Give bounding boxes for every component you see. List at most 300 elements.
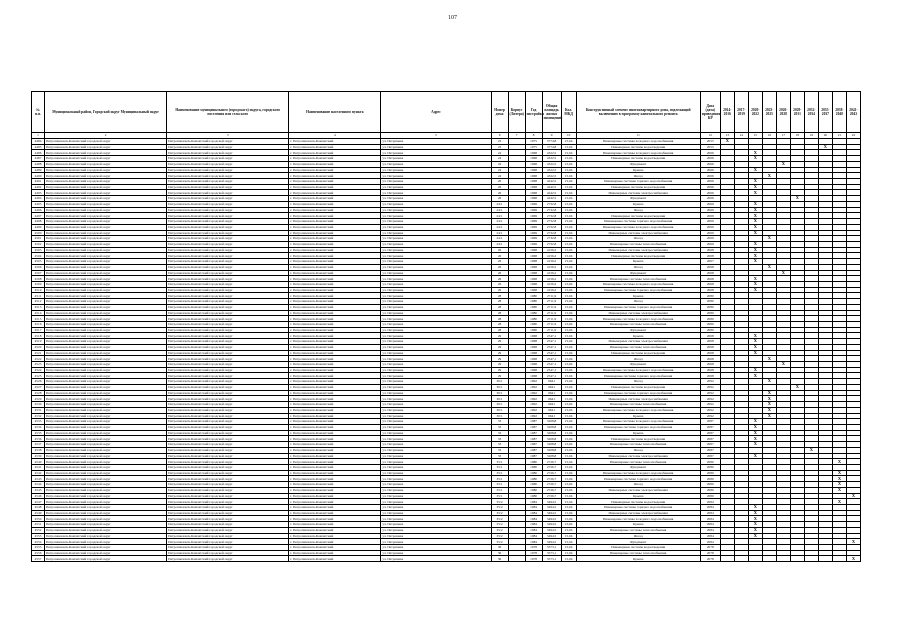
period-mark-cell: X [832, 459, 846, 465]
table-cell: г. Петропавловск-Камчатский [289, 362, 381, 368]
table-cell: 15,04 [561, 459, 576, 465]
table-cell: 2068 [700, 333, 720, 339]
table-cell: 2087 [700, 447, 720, 453]
table-cell: Фундамент [576, 161, 700, 167]
table-cell: Инженерные системы водоотведения [576, 184, 700, 190]
table-cell: Петропавловск-Камчатский городской округ [45, 310, 167, 316]
period-mark-cell: X [748, 510, 762, 516]
table-cell: 2547,1 [542, 367, 561, 373]
column-header: Корпус (Литера) [508, 92, 525, 133]
table-cell: 1978 [525, 545, 542, 551]
table-cell: Фасад [576, 482, 700, 488]
table-cell: Инженерные системы горячего водоснабжения [576, 476, 700, 482]
table-cell: 28 [491, 327, 508, 333]
table-cell: 30/1 [491, 396, 508, 402]
table-cell: Петропавловск-Камчатский городской округ [167, 167, 289, 173]
table-cell: ул. Петрашева [381, 459, 491, 465]
table-cell: 2711,9 [542, 293, 561, 299]
table-cell: ул. Петрашева [381, 453, 491, 459]
table-cell: 2066 [700, 167, 720, 173]
table-cell: 1980 [525, 487, 542, 493]
table-cell: Петропавловск-Камчатский городской округ [167, 545, 289, 551]
table-cell: 15,04 [561, 527, 576, 533]
table-cell: 15,04 [561, 522, 576, 528]
table-cell: 2069 [700, 241, 720, 247]
table-cell: 2084 [700, 527, 720, 533]
table-cell: г. Петропавловск-Камчатский [289, 339, 381, 345]
table-cell: 4156,2 [542, 253, 561, 259]
table-cell: Петропавловск-Камчатский городской округ [167, 293, 289, 299]
table-cell: Петропавловск-Камчатский городской округ [45, 464, 167, 470]
table-cell: г. Петропавловск-Камчатский [289, 356, 381, 362]
table-cell: г. Петропавловск-Камчатский [289, 173, 381, 179]
table-cell: г. Петропавловск-Камчатский [289, 213, 381, 219]
table-cell: 15,04 [561, 402, 576, 408]
table-cell: 1984 [525, 516, 542, 522]
table-cell: 3494,5 [542, 539, 561, 545]
table-cell: Петропавловск-Камчатский городской округ [167, 270, 289, 276]
table-cell: 4512 [32, 299, 45, 305]
table-cell: ул. Петрашева [381, 156, 491, 162]
table-cell: 1992 [525, 413, 542, 419]
repair-program-table-wrapper [31, 91, 861, 562]
period-mark-cell: X [832, 470, 846, 476]
table-cell: Петропавловск-Камчатский городской округ [167, 241, 289, 247]
table-cell: 4486 [32, 150, 45, 156]
period-mark-cell: X [762, 264, 776, 270]
period-mark-cell: X [748, 424, 762, 430]
table-cell: 3573,1 [542, 556, 561, 562]
table-cell: ул. Петрашева [381, 413, 491, 419]
table-cell: г. Петропавловск-Камчатский [289, 379, 381, 385]
period-mark-cell: X [748, 367, 762, 373]
table-cell: 15,04 [561, 373, 576, 379]
table-cell: Петропавловск-Камчатский городской округ [167, 482, 289, 488]
table-cell: 1968 [525, 287, 542, 293]
table-cell: 3208,8 [542, 419, 561, 425]
table-cell: г. Петропавловск-Камчатский [289, 493, 381, 499]
period-mark-cell: X [762, 173, 776, 179]
table-cell: Петропавловск-Камчатский городской округ [45, 407, 167, 413]
table-cell: г. Петропавловск-Камчатский [289, 179, 381, 185]
table-cell: 4242,5 [542, 184, 561, 190]
table-cell: г. Петропавловск-Камчатский [289, 190, 381, 196]
table-cell: 4542 [32, 470, 45, 476]
table-cell: 35/2 [491, 539, 508, 545]
table-cell: Инженерные системы электроснабжения [576, 396, 700, 402]
table-cell: Инженерные системы горячего водоснабжения [576, 287, 700, 293]
table-cell: г. Петропавловск-Камчатский [289, 522, 381, 528]
table-cell: 2732,8 [542, 230, 561, 236]
table-cell: 29 [491, 367, 508, 373]
table-cell: 15,04 [561, 241, 576, 247]
table-cell: 3774,8 [542, 144, 561, 150]
table-cell: Петропавловск-Камчатский городской округ [167, 384, 289, 390]
table-cell: ул. Петрашева [381, 476, 491, 482]
table-cell: 4484 [32, 139, 45, 145]
table-cell: 4515 [32, 316, 45, 322]
table-cell: Петропавловск-Камчатский городской округ [45, 264, 167, 270]
table-cell: Инженерные системы холодного водоснабжения [576, 407, 700, 413]
table-cell: 4527 [32, 384, 45, 390]
table-cell: г. Петропавловск-Камчатский [289, 207, 381, 213]
table-cell: Петропавловск-Камчатский городской округ [45, 173, 167, 179]
table-cell: г. Петропавловск-Камчатский [289, 241, 381, 247]
column-header: 2032-2034 [804, 92, 818, 133]
table-cell: 1987 [525, 424, 542, 430]
table-cell: 30/1 [491, 402, 508, 408]
table-cell: 4528 [32, 390, 45, 396]
table-cell: 2080 [700, 322, 720, 328]
table-cell: Петропавловск-Камчатский городской округ [167, 424, 289, 430]
table-cell: 4523 [32, 362, 45, 368]
period-mark-cell: X [762, 236, 776, 242]
table-cell: Петропавловск-Камчатский городской округ [45, 167, 167, 173]
table-cell: 2711,9 [542, 310, 561, 316]
table-cell: Инженерные системы горячего водоснабжения [576, 505, 700, 511]
table-cell: 35/1 [491, 482, 508, 488]
table-cell: 15,04 [561, 424, 576, 430]
table-cell: 15,04 [561, 556, 576, 562]
table-cell: 15,04 [561, 173, 576, 179]
table-cell: Петропавловск-Камчатский городской округ [45, 390, 167, 396]
table-cell: 1980 [525, 304, 542, 310]
table-cell: Петропавловск-Камчатский городской округ [167, 436, 289, 442]
table-cell: 28 [491, 299, 508, 305]
table-cell: 4156,2 [542, 259, 561, 265]
table-cell: Петропавловск-Камчатский городской округ [167, 516, 289, 522]
table-cell: 2080 [700, 293, 720, 299]
period-mark-cell: X [846, 556, 860, 562]
table-cell: 2092 [700, 390, 720, 396]
table-cell: 4497 [32, 213, 45, 219]
table-cell: Петропавловск-Камчатский городской округ [167, 453, 289, 459]
table-cell: Петропавловск-Камчатский городской округ [167, 430, 289, 436]
table-cell: ул. Петрашева [381, 487, 491, 493]
table-cell: 1980 [525, 476, 542, 482]
table-cell: 1968 [525, 276, 542, 282]
table-cell: 4499 [32, 224, 45, 230]
table-cell: г. Петропавловск-Камчатский [289, 196, 381, 202]
table-cell: 2547,1 [542, 333, 561, 339]
table-cell: г. Петропавловск-Камчатский [289, 396, 381, 402]
table-cell: 24/1 [491, 224, 508, 230]
table-cell: 2080 [700, 316, 720, 322]
table-cell: 2080 [700, 459, 720, 465]
table-cell: Петропавловск-Камчатский городской округ [45, 493, 167, 499]
table-cell: 15,04 [561, 453, 576, 459]
period-mark-cell: X [748, 207, 762, 213]
table-cell: 3774,8 [542, 139, 561, 145]
table-cell: Крыша [576, 293, 700, 299]
period-mark-cell: X [748, 230, 762, 236]
table-cell: 29 [491, 339, 508, 345]
table-cell: 2711,9 [542, 316, 561, 322]
table-cell: 1992 [525, 402, 542, 408]
table-cell: Инженерные системы электроснабжения [576, 230, 700, 236]
table-cell: 4504 [32, 253, 45, 259]
table-cell: ул. Петрашева [381, 362, 491, 368]
period-mark-cell: X [762, 390, 776, 396]
table-cell: 1968 [525, 167, 542, 173]
period-mark-cell: X [748, 179, 762, 185]
table-cell: 1980 [525, 470, 542, 476]
period-mark-cell: X [748, 430, 762, 436]
column-header: № п.п. [32, 92, 45, 133]
table-cell: 4322,5 [542, 156, 561, 162]
table-cell: Петропавловск-Камчатский городской округ [45, 150, 167, 156]
table-cell: г. Петропавловск-Камчатский [289, 144, 381, 150]
table-cell: 4532 [32, 413, 45, 419]
table-cell: г. Петропавловск-Камчатский [289, 527, 381, 533]
table-cell: 1987 [525, 453, 542, 459]
period-mark-cell: X [748, 505, 762, 511]
table-cell: 2711,9 [542, 322, 561, 328]
table-cell: Петропавловск-Камчатский городской округ [45, 316, 167, 322]
table-cell: г. Петропавловск-Камчатский [289, 487, 381, 493]
table-cell: Петропавловск-Камчатский городской округ [167, 505, 289, 511]
table-cell: Петропавловск-Камчатский городской округ [45, 453, 167, 459]
table-cell: Инженерные системы водоотведения [576, 384, 700, 390]
table-cell: ул. Петрашева [381, 550, 491, 556]
table-cell: 1984 [525, 499, 542, 505]
table-cell: 15,04 [561, 293, 576, 299]
table-cell: Петропавловск-Камчатский городской округ [167, 156, 289, 162]
table-cell: 15,04 [561, 356, 576, 362]
table-cell: 2087 [700, 453, 720, 459]
table-cell: Инженерные системы водоотведения [576, 545, 700, 551]
table-cell: Инженерные системы теплоснабжения [576, 402, 700, 408]
table-cell: г. Петропавловск-Камчатский [289, 442, 381, 448]
table-cell: 2068 [700, 253, 720, 259]
table-cell: 23 [491, 139, 508, 145]
table-cell: 15,04 [561, 196, 576, 202]
table-cell: Петропавловск-Камчатский городской округ [167, 533, 289, 539]
table-cell: 1968 [525, 356, 542, 362]
table-cell: Петропавловск-Камчатский городской округ [167, 402, 289, 408]
table-cell: 4242,5 [542, 179, 561, 185]
table-cell: ул. Петрашева [381, 230, 491, 236]
table-cell: 2087 [700, 430, 720, 436]
table-cell: 1968 [525, 150, 542, 156]
table-cell: 15,04 [561, 464, 576, 470]
table-cell: 1968 [525, 253, 542, 259]
table-cell: 15,04 [561, 322, 576, 328]
table-cell: Инженерные системы горячего водоснабжения [576, 179, 700, 185]
table-cell: Фундамент [576, 464, 700, 470]
table-cell: 3208,8 [542, 453, 561, 459]
table-cell: ул. Петрашева [381, 150, 491, 156]
table-cell: 1968 [525, 350, 542, 356]
table-cell: 15,04 [561, 167, 576, 173]
table-cell: 15,04 [561, 396, 576, 402]
column-index-cell: 1 [32, 133, 45, 139]
table-cell: 15,04 [561, 184, 576, 190]
table-cell: Петропавловск-Камчатский городской округ [167, 522, 289, 528]
table-cell: Инженерные системы холодного водоснабжения [576, 316, 700, 322]
table-cell: 2726,7 [542, 464, 561, 470]
table-cell: Петропавловск-Камчатский городской округ [45, 213, 167, 219]
table-cell: Петропавловск-Камчатский городской округ [45, 322, 167, 328]
table-cell: ул. Петрашева [381, 344, 491, 350]
table-cell: Петропавловск-Камчатский городской округ [45, 253, 167, 259]
table-cell: ул. Петрашева [381, 419, 491, 425]
column-index-cell: 6 [491, 133, 508, 139]
table-cell: г. Петропавловск-Камчатский [289, 259, 381, 265]
table-cell: г. Петропавловск-Камчатский [289, 264, 381, 270]
table-cell: 15,04 [561, 413, 576, 419]
table-cell: ул. Петрашева [381, 556, 491, 562]
table-cell: ул. Петрашева [381, 356, 491, 362]
table-cell: Петропавловск-Камчатский городской округ [45, 293, 167, 299]
table-cell: г. Петропавловск-Камчатский [289, 373, 381, 379]
table-cell: 2069 [700, 207, 720, 213]
table-cell: Петропавловск-Камчатский городской округ [45, 362, 167, 368]
table-cell: 15,04 [561, 344, 576, 350]
column-header: Общая площадь жилых помещений [542, 92, 561, 133]
table-cell: ул. Петрашева [381, 259, 491, 265]
column-header: 2038-2040 [832, 92, 846, 133]
table-cell: г. Петропавловск-Камчатский [289, 201, 381, 207]
column-index-cell: 12 [700, 133, 720, 139]
table-cell: ул. Петрашева [381, 350, 491, 356]
column-index-cell: 20 [818, 133, 832, 139]
table-cell: 2726,7 [542, 476, 561, 482]
table-cell: ул. Петрашева [381, 299, 491, 305]
table-cell: 15,04 [561, 436, 576, 442]
table-cell: 2711,9 [542, 299, 561, 305]
table-cell: 35/1 [491, 487, 508, 493]
table-cell: Петропавловск-Камчатский городской округ [45, 281, 167, 287]
table-cell: Петропавловск-Камчатский городской округ [45, 299, 167, 305]
period-mark-cell: X [748, 150, 762, 156]
table-cell: 2066 [700, 190, 720, 196]
table-cell: Петропавловск-Камчатский городской округ [167, 316, 289, 322]
period-mark-cell: X [748, 287, 762, 293]
period-mark-cell: X [790, 196, 804, 202]
table-cell: Фасад [576, 173, 700, 179]
table-cell: 4519 [32, 339, 45, 345]
table-cell: Петропавловск-Камчатский городской округ [45, 270, 167, 276]
column-index-cell: 21 [832, 133, 846, 139]
table-cell: ул. Петрашева [381, 276, 491, 282]
period-mark-cell: X [776, 362, 790, 368]
table-cell: 1969 [525, 219, 542, 225]
table-cell: 24/1 [491, 230, 508, 236]
table-cell: 1969 [525, 224, 542, 230]
table-cell: 26 [491, 276, 508, 282]
table-cell: Петропавловск-Камчатский городской округ [167, 539, 289, 545]
table-cell: ул. Петрашева [381, 310, 491, 316]
table-cell: 24/1 [491, 213, 508, 219]
table-cell: 29 [491, 333, 508, 339]
table-cell: г. Петропавловск-Камчатский [289, 247, 381, 253]
table-cell: 4540 [32, 459, 45, 465]
column-index-cell: 14 [734, 133, 748, 139]
table-cell: Инженерные системы электроснабжения [576, 453, 700, 459]
table-cell: Петропавловск-Камчатский городской округ [45, 139, 167, 145]
table-cell: 4556 [32, 550, 45, 556]
table-cell: 2711,9 [542, 327, 561, 333]
table-cell: ул. Петрашева [381, 190, 491, 196]
table-cell: Петропавловск-Камчатский городской округ [45, 144, 167, 150]
column-header: 2017-2019 [734, 92, 748, 133]
table-cell: 2068 [700, 367, 720, 373]
table-cell: ул. Петрашева [381, 207, 491, 213]
table-cell: 24 [491, 156, 508, 162]
table-cell: 26 [491, 196, 508, 202]
table-cell: г. Петропавловск-Камчатский [289, 367, 381, 373]
column-index-cell: 7 [508, 133, 525, 139]
table-cell: 15,04 [561, 384, 576, 390]
table-cell: 2080 [700, 487, 720, 493]
table-cell: Инженерные системы холодного водоснабжения [576, 224, 700, 230]
table-cell: 15,04 [561, 213, 576, 219]
table-cell: 2084 [700, 510, 720, 516]
table-cell: г. Петропавловск-Камчатский [289, 299, 381, 305]
table-cell: Инженерные системы горячего водоснабжения [576, 304, 700, 310]
table-header-row [32, 92, 861, 133]
table-cell: 15,04 [561, 230, 576, 236]
table-cell: Петропавловск-Камчатский городской округ [167, 413, 289, 419]
table-cell: 4555 [32, 545, 45, 551]
table-cell: Фундамент [576, 362, 700, 368]
table-cell: 26 [491, 184, 508, 190]
table-cell: 1968 [525, 281, 542, 287]
table-cell: 2732,8 [542, 219, 561, 225]
page-number: 107 [448, 15, 457, 21]
table-cell: г. Петропавловск-Камчатский [289, 310, 381, 316]
table-cell: 4524 [32, 367, 45, 373]
table-cell: 2092 [700, 396, 720, 402]
table-cell: 3494,5 [542, 505, 561, 511]
column-header: 2041-2043 [846, 92, 860, 133]
table-cell: Инженерные системы водоотведения [576, 436, 700, 442]
table-cell: 15,04 [561, 316, 576, 322]
period-mark-cell: X [846, 493, 860, 499]
table-cell: г. Петропавловск-Камчатский [289, 333, 381, 339]
period-mark-cell: X [832, 487, 846, 493]
table-cell: 6641 [542, 407, 561, 413]
table-cell: г. Петропавловск-Камчатский [289, 270, 381, 276]
table-cell: 15,04 [561, 339, 576, 345]
table-cell: 1987 [525, 436, 542, 442]
table-cell: ул. Петрашева [381, 304, 491, 310]
table-cell: 4549 [32, 510, 45, 516]
table-cell: 4156,2 [542, 264, 561, 270]
table-cell: 1968 [525, 196, 542, 202]
table-cell: 4494 [32, 196, 45, 202]
table-cell: Петропавловск-Камчатский городской округ [167, 287, 289, 293]
column-index-cell: 10 [561, 133, 576, 139]
table-cell: 2726,7 [542, 482, 561, 488]
table-cell: ул. Петрашева [381, 241, 491, 247]
table-cell: ул. Петрашева [381, 402, 491, 408]
period-empty-cell [734, 556, 748, 562]
table-cell: Петропавловск-Камчатский городской округ [45, 333, 167, 339]
period-mark-cell: X [748, 436, 762, 442]
table-cell: Инженерные системы теплоснабжения [576, 276, 700, 282]
table-cell: Фасад [576, 356, 700, 362]
period-empty-cell [804, 556, 818, 562]
table-cell: 29 [491, 344, 508, 350]
table-cell: Петропавловск-Камчатский городской округ [167, 362, 289, 368]
table-cell: 24 [491, 150, 508, 156]
period-mark-cell: X [818, 144, 832, 150]
table-cell: 4242,5 [542, 196, 561, 202]
period-mark-cell: X [748, 276, 762, 282]
table-cell: Петропавловск-Камчатский городской округ [167, 264, 289, 270]
